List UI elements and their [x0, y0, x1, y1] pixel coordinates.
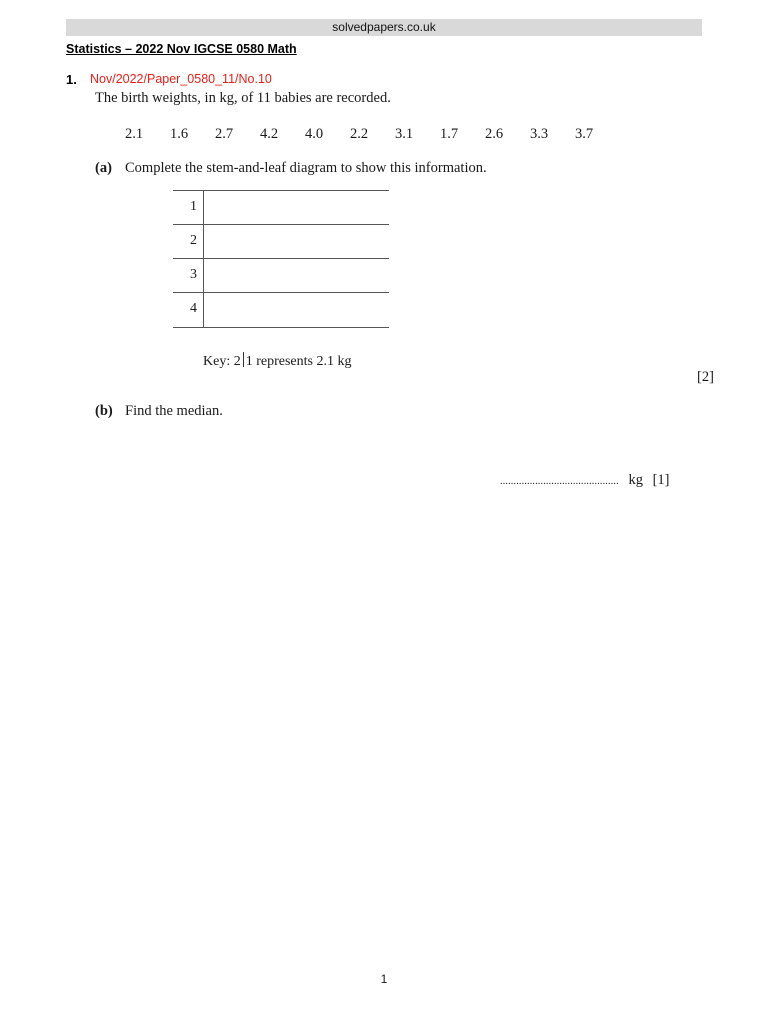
- stem-row: [173, 258, 389, 293]
- document-title: Statistics – 2022 Nov IGCSE 0580 Math: [66, 42, 297, 56]
- page-number: 1: [380, 972, 388, 986]
- stem-cell: [173, 225, 204, 259]
- question-number: 1.: [66, 72, 77, 87]
- weight-value: 4.2: [260, 126, 279, 142]
- part-a-text: Complete the stem-and-leaf diagram to show this information.: [125, 160, 487, 176]
- weight-value: 2.6: [485, 126, 504, 142]
- key-suffix: represents 2.1 kg: [252, 354, 352, 369]
- site-name: solvedpapers.co.uk: [332, 20, 436, 34]
- key-leaf: 1: [245, 354, 253, 369]
- key-divider: [243, 352, 244, 367]
- question-intro: The birth weights, in kg, of 11 babies are recorded.: [95, 90, 391, 106]
- weights-list: [0, 126, 768, 146]
- stem-value: 2: [190, 233, 197, 248]
- part-b-text: Find the median.: [125, 403, 223, 419]
- part-b-label: (b): [95, 403, 113, 419]
- weight-value: 1.7: [440, 126, 459, 142]
- weight-value: 2.7: [215, 126, 234, 142]
- part-a-label: (a): [95, 160, 112, 176]
- weight-value: 3.1: [395, 126, 414, 142]
- answer-unit: kg: [628, 472, 643, 488]
- stem-cell: [173, 293, 204, 327]
- weight-value: 1.6: [170, 126, 189, 142]
- leaf-cell[interactable]: [204, 191, 389, 225]
- leaf-cell[interactable]: [204, 225, 389, 259]
- leaf-cell[interactable]: [204, 259, 389, 293]
- weight-value: 4.0: [305, 126, 324, 142]
- question-reference: Nov/2022/Paper_0580_11/No.10: [90, 72, 272, 86]
- leaf-cell[interactable]: [204, 293, 389, 327]
- stem-value: 1: [190, 199, 197, 214]
- site-banner: [66, 19, 702, 36]
- part-b-marks: [1]: [652, 472, 670, 488]
- stem-row: [173, 224, 389, 259]
- stem-row: [173, 190, 389, 225]
- stem-row: [173, 292, 389, 328]
- stem-cell: [173, 191, 204, 225]
- weight-value: 2.1: [125, 126, 144, 142]
- diagram-key: [203, 352, 351, 370]
- stem-and-leaf-diagram: [173, 190, 389, 328]
- weight-value: 3.3: [530, 126, 549, 142]
- weight-value: 3.7: [575, 126, 594, 142]
- key-stem: 2: [233, 354, 241, 369]
- stem-cell: [173, 259, 204, 293]
- key-prefix: Key:: [203, 354, 234, 369]
- answer-blank[interactable]: ............................................: [500, 476, 619, 487]
- stem-value: 3: [190, 267, 197, 282]
- answer-line: [500, 472, 669, 489]
- stem-value: 4: [190, 301, 197, 316]
- weight-value: 2.2: [350, 126, 369, 142]
- part-a-marks: [2]: [697, 369, 714, 385]
